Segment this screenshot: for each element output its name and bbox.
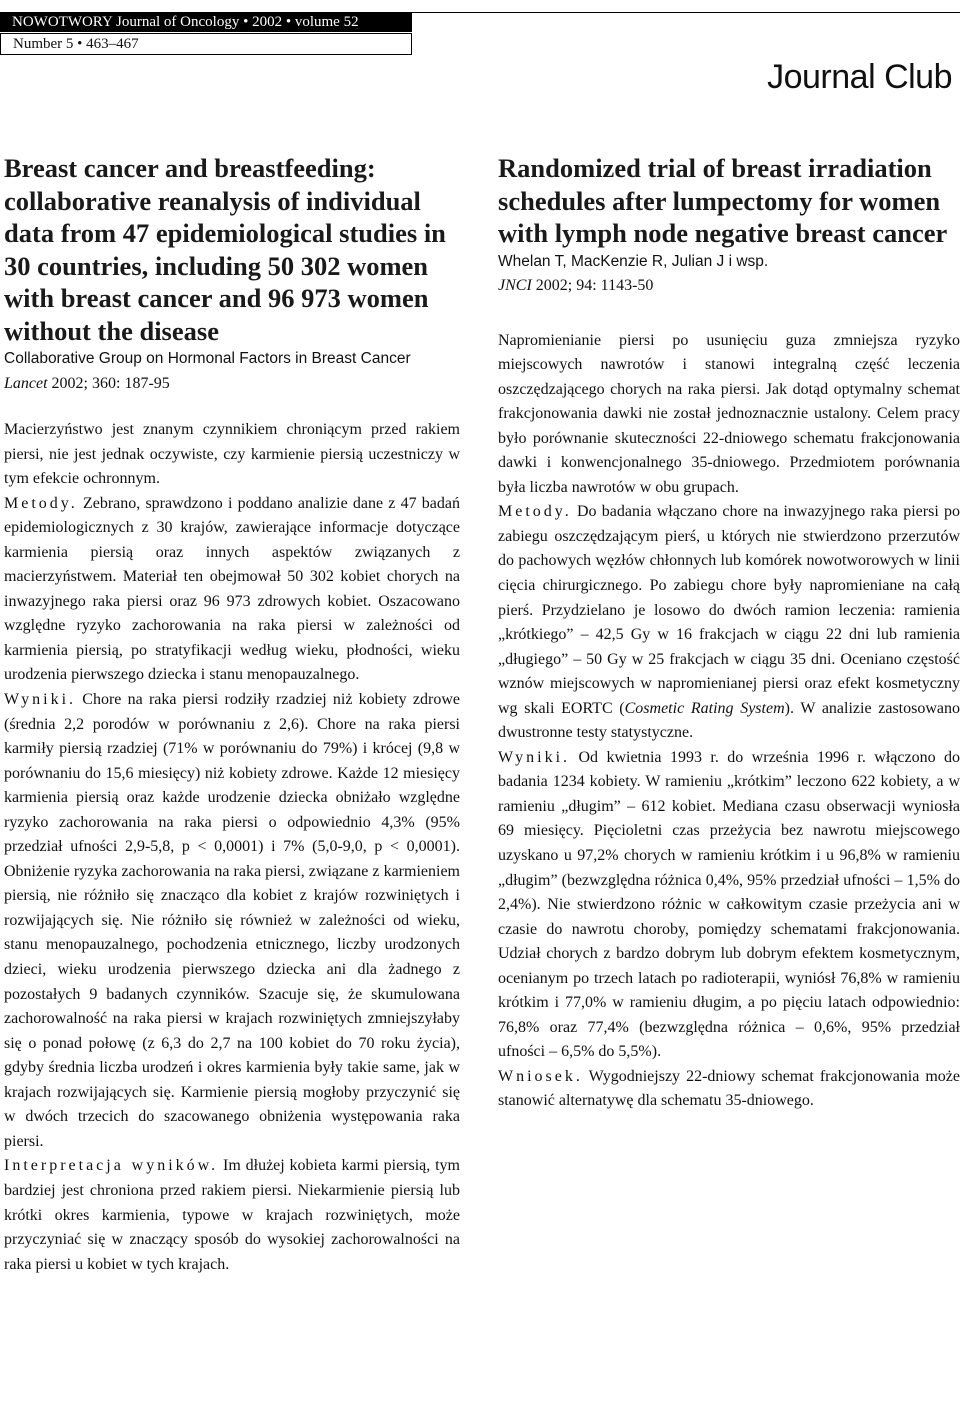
right-methods-text2: ). W analizie zastosowano dwustronne testy statystyczne. [498, 699, 960, 742]
right-article-authors: Whelan T, MacKenzie R, Julian J i wsp. [498, 252, 769, 270]
issue-line: Number 5 • 463–467 [0, 33, 412, 55]
journal-header-bar: NOWOTWORY Journal of Oncology • 2002 • volume 52 [0, 12, 412, 32]
left-methods-text: Zebrano, sprawdzono i poddano analizie dane z 47 badań epidemiologicznych z 30 krajów, zawierające informacje dotyczące karmienia piersią oraz innych aspektów związanych z macierzyństwem. Materiał ten obejmował 50 302 kobiet chorych na inwazyjnego raka piersi oraz 96 973 zdrowych kobiet. Oszacowano względne ryzyko zachorowania na raka piersi w zależności od karmienia piersią, po stratyfikacji według wieku, płodności, wieku urodzenia pierwszego dziecka i stanu menopauzalnego. [4, 494, 460, 684]
left-article-interpretation [4, 1154, 460, 1277]
right-methods-italic: Cosmetic Rating System [624, 699, 785, 717]
right-article [498, 152, 960, 1114]
right-methods-text: Do badania włączano chore na inwazyjnego raka piersi po zabiegu oszczędzającym pierś, u których nie stwierdzono przerzutów do pachowych węzłów chłonnych lub komórek nowotworowych w linii cięcia chirurgicznego. Po zabiegu chore były napromieniane na całą pierś. Przydzielano je losowo do dwóch ramion leczenia: ramienia „krótkiego” – 42,5 Gy w 16 frakcjach w ciągu 22 dni lub ramienia „długiego” – 50 Gy w 25 frakcjach w ciągu 35 dni. Oceniano częstość wznów miejscowych w napromienianej piersi oraz efekt kosmetyczny wg skali EORTC ( [498, 503, 960, 717]
left-interp-text: Im dłużej kobieta karmi piersią, tym bardziej jest chroniona przed rakiem piersi. Niekarmienie piersią lub krótki okres karmienia, typowe w krajach rozwiniętych, może przyczyniać się w znaczący sposób do wysokiej zachorowalności na raka piersi u kobiet w tych krajach. [4, 1157, 461, 1273]
right-article-source [498, 274, 960, 299]
left-article-citation: 2002; 360: 187-95 [47, 374, 170, 392]
left-results-text: Chore na raka piersi rodziły rzadziej niż kobiety zdrowe (średnia 2,2 porodów w porównaniu z 2,6). Chore na raka piersi karmiły piersią rzadziej (71% w porównaniu do 79%) i krócej (9,8 w porównaniu do 15,6 miesięcy) niż kobiety zdrowe. Każde 12 miesięcy karmienia piersią oraz każde urodzenie dziecka obniżało względne ryzyko zachorowania na raka piersi o odpowiednio 4,3% (95% przedział ufności 2,9-5,8, p < 0,0001) i 7% (5,0-9,0, p < 0,0001). Obniżenie ryzyka zachorowania na raka piersi, związane z karmieniem piersią, nie różniło się znacząco dla kobiet z krajów rozwiniętych i rozwijających się. Nie różniło się również w zależności od wieku, stanu menopauzalnego, pochodzenia etnicznego, liczby urodzonych dzieci, wieku urodzenia pierwszego dziecka ani dla żadnego z pozostałych 9 badanych czynników. Szacuje się, że skumulowana zachorowalność na raka piersi w krajach rozwiniętych zmniejszyłaby się o ponad połowę (z 6,3 do 2,7 na 100 kobiet do 70 roku życia), gdyby średnia liczba urodzeń i okres karmienia były takie same, jak w krajach rozwijających się. Karmienie piersią mogłoby przyczynić się w dwóch trzecich do szacowanego obniżenia występowania raka piersi. [4, 691, 460, 1150]
left-article-results [4, 688, 460, 1154]
right-methods-label: Metody. [498, 503, 572, 521]
right-article-conclusion [498, 1065, 960, 1114]
left-interp-label: Interpretacja wyników. [4, 1157, 219, 1175]
left-article-intro: Macierzyństwo jest znanym czynnikiem chroniącym przed rakiem piersi, nie jest jednak oczywiste, czy karmienie piersią uczestniczy w tym efekcie ochronnym. [4, 421, 460, 488]
top-rule [412, 12, 960, 13]
left-results-label: Wyniki. [4, 691, 77, 709]
right-article-journal: JNCI [498, 277, 532, 294]
right-article-results [498, 746, 960, 1065]
right-article-intro: Napromienianie piersi po usunięciu guza zmniejsza ryzyko miejscowych nawrotów i stanowi integralną część leczenia oszczędzającego chorych na raka piersi. Jak dotąd optymalny schemat frakcjonowania dawki nie został jednoznacznie ustalony. Celem pracy było porównanie skuteczności 22-dniowego schematu frakcjonowania dawki i konwencjonalnego 35-dniowego. Przedmiotem porównania była liczba nawrotów w obu grupach. [498, 331, 960, 496]
left-article-methods [4, 492, 460, 688]
right-article-title: Randomized trial of breast irradiation schedules after lumpectomy for women with lymph node negative breast cancer [498, 153, 948, 248]
left-article-title: Breast cancer and breastfeeding: collaborative reanalysis of individual data from 47 epidemiological studies in 30 countries, including 50 302 women with breast cancer and 96 973 women without the disease [4, 153, 446, 346]
right-article-citation: 2002; 94: 1143-50 [531, 277, 654, 294]
left-methods-label: Metody. [4, 494, 78, 512]
left-article-authors: Collaborative Group on Hormonal Factors in Breast Cancer [4, 350, 411, 367]
right-article-methods [498, 500, 960, 745]
right-concl-label: Wniosek. [498, 1067, 583, 1085]
left-article [4, 152, 460, 1277]
right-results-text: Od kwietnia 1993 r. do września 1996 r. włączono do badania 1234 kobiety. W ramieniu „krótkim” leczono 622 kobiety, a w ramieniu „długim” – 612 kobiet. Mediana czasu obserwacji wyniosła 69 miesięcy. Pięcioletni czas przeżycia bez nawrotu miejscowego uzyskano u 97,2% chorych w ramieniu krótkim i u 96,8% w ramieniu „długim” (bezwzględna różnica 0,4%, 95% przedział ufności – 1,5% do 2,4%). Nie stwierdzono różnic w całkowitym czasie przeżycia ani w czasie do nawrotu choroby, pomiędzy schematami frakcjonowania. Udział chorych z bardzo dobrym lub dobrym efektem kosmetycznym, ocenianym po trzech latach po radioterapii, wyniósł 76,8% w ramieniu krótkim i 77,0% w ramieniu długim, a po pięciu latach odpowiednio: 76,8% oraz 77,4% (bezwzględna różnica – 0,6%, 95% przedział ufności – 6,5% do 5,5%). [498, 748, 960, 1061]
right-results-label: Wyniki. [498, 748, 571, 766]
right-concl-text: Wygodniejszy 22-dniowy schemat frakcjonowania może stanowić alternatywę dla schematu 35-dniowego. [498, 1067, 960, 1110]
section-title: Journal Club [767, 58, 952, 96]
left-article-journal: Lancet [4, 374, 48, 392]
left-article-source [4, 372, 460, 397]
